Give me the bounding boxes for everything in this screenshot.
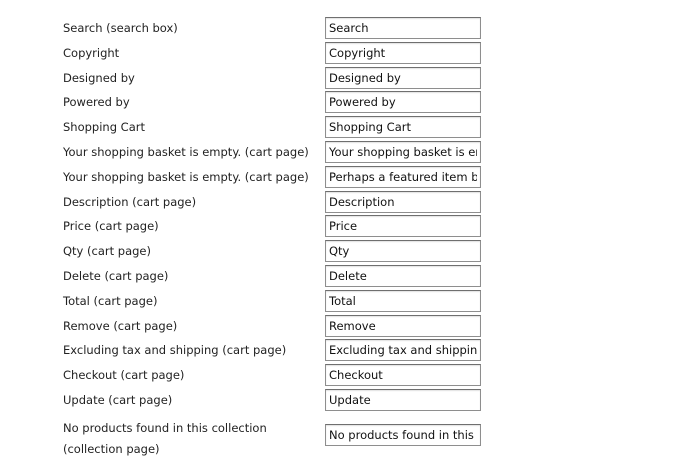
setting-row-update: [0, 389, 679, 411]
setting-label: Designed by: [63, 71, 135, 85]
powered-by-text-field[interactable]: [325, 91, 481, 113]
setting-row-qty: [0, 240, 679, 262]
setting-row-remove: [0, 315, 679, 337]
setting-label: Checkout (cart page): [63, 368, 185, 382]
setting-row-shopping-cart: [0, 116, 679, 138]
copyright-text-field[interactable]: [325, 42, 481, 64]
setting-label: No products found in this collection (collection page): [63, 421, 267, 456]
designed-by-text-field[interactable]: [325, 67, 481, 89]
setting-row-no-products: [0, 414, 679, 458]
setting-row-delete: [0, 265, 679, 287]
no-products-text-field[interactable]: [325, 424, 481, 446]
setting-label: Shopping Cart: [63, 120, 145, 134]
basket-empty-text-field[interactable]: [325, 141, 481, 163]
description-text-field[interactable]: [325, 191, 481, 213]
setting-label: Price (cart page): [63, 219, 159, 233]
setting-row-price: [0, 215, 679, 237]
setting-label: Delete (cart page): [63, 269, 169, 283]
update-text-field[interactable]: [325, 389, 481, 411]
setting-label: Description (cart page): [63, 195, 197, 209]
total-text-field[interactable]: [325, 290, 481, 312]
setting-label: Excluding tax and shipping (cart page): [63, 343, 287, 357]
setting-label: Your shopping basket is empty. (cart page): [63, 145, 309, 159]
setting-row-checkout: [0, 364, 679, 386]
setting-label: Copyright: [63, 46, 120, 60]
setting-label: Total (cart page): [63, 294, 158, 308]
setting-row-basket-empty: [0, 141, 679, 163]
setting-row-powered-by: [0, 91, 679, 113]
basket-empty-suggestion-text-field[interactable]: [325, 166, 481, 188]
setting-row-copyright: [0, 42, 679, 64]
remove-text-field[interactable]: [325, 315, 481, 337]
setting-label: Powered by: [63, 95, 130, 109]
setting-label: Remove (cart page): [63, 319, 178, 333]
price-text-field[interactable]: [325, 215, 481, 237]
setting-row-description: [0, 191, 679, 213]
qty-text-field[interactable]: [325, 240, 481, 262]
checkout-text-field[interactable]: [325, 364, 481, 386]
setting-row-excluding-tax: [0, 339, 679, 361]
setting-label: Update (cart page): [63, 393, 173, 407]
setting-row-designed-by: [0, 67, 679, 89]
delete-text-field[interactable]: [325, 265, 481, 287]
shopping-cart-text-field[interactable]: [325, 116, 481, 138]
setting-row-basket-empty-suggestion: [0, 166, 679, 188]
setting-label: Qty (cart page): [63, 244, 151, 258]
excluding-tax-text-field[interactable]: [325, 339, 481, 361]
search-text-field[interactable]: [325, 17, 481, 39]
setting-row-total: [0, 290, 679, 312]
setting-label: Your shopping basket is empty. (cart page): [63, 170, 309, 184]
setting-row-search: [0, 17, 679, 39]
setting-label: Search (search box): [63, 21, 178, 35]
